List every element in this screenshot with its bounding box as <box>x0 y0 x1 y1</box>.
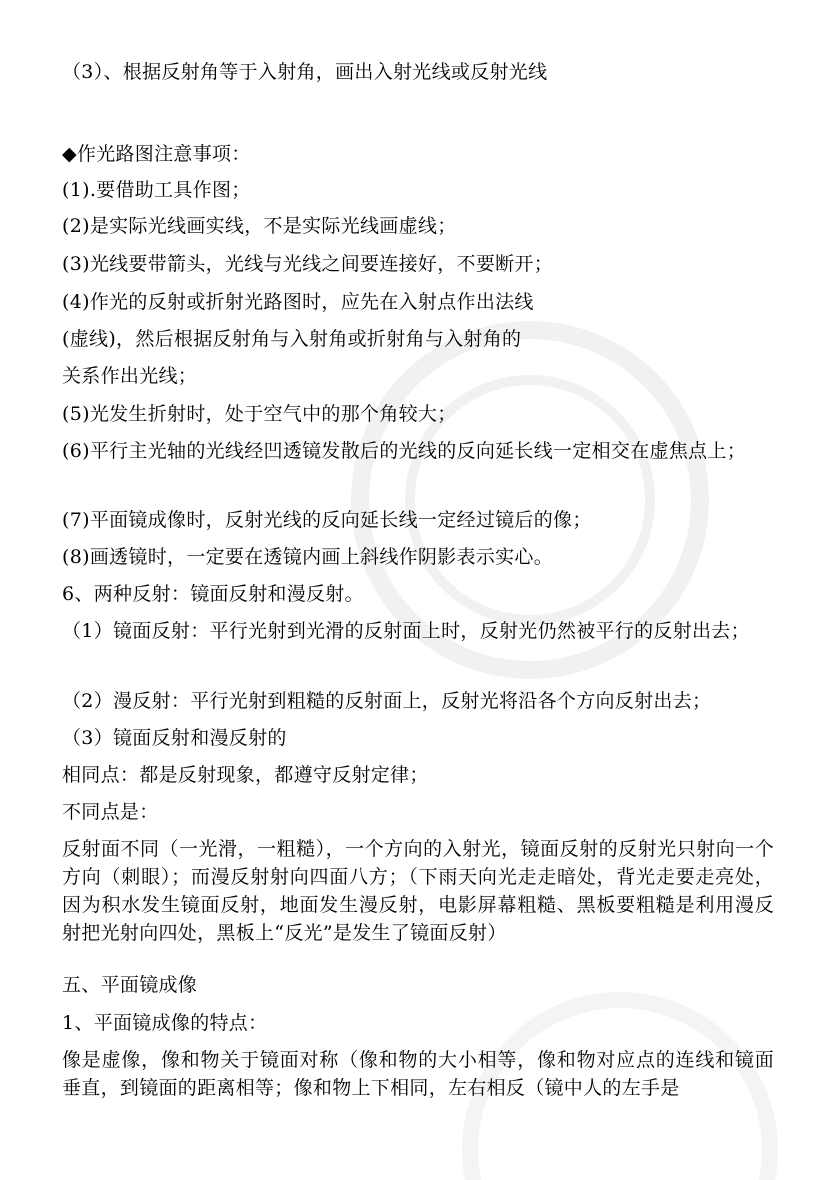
text-line: (8)画透镜时，一定要在透镜内画上斜线作阴影表示实心。 <box>62 546 554 568</box>
text-line: (2)是实际光线画实线，不是实际光线画虚线； <box>62 215 457 237</box>
text-line: (5)光发生折射时，处于空气中的那个角较大； <box>62 403 457 425</box>
text-paragraph: (6)平行主光轴的光线经凹透镜发散后的光线的反向延长线一定相交在虚焦点上； <box>62 440 747 462</box>
text-line: （3）、根据反射角等于入射角，画出入射光线或反射光线 <box>62 61 548 83</box>
text-paragraph: （1）镜面反射：平行光射到光滑的反射面上时，反射光仍然被平行的反射出去； <box>62 620 750 642</box>
section-heading: 6、两种反射：镜面反射和漫反射。 <box>62 583 364 605</box>
section-heading: 1、平面镜成像的特点： <box>62 1012 268 1034</box>
text-paragraph: 像是虚像，像和物关于镜面对称（像和物的大小相等，像和物对应点的连线和镜面垂直，到镜面的距离相等；像和物上下相同，左右相反（镜中人的左手是 <box>62 1049 774 1099</box>
text-line: (7)平面镜成像时，反射光线的反向延长线一定经过镜后的像； <box>62 509 592 531</box>
section-heading: ◆作光路图注意事项： <box>62 143 251 165</box>
text-line: (1).要借助工具作图； <box>62 179 251 201</box>
text-paragraph: 反射面不同（一光滑，一粗糙），一个方向的入射光，镜面反射的反射光只射向一个方向（刺眼）；而漫反射射向四面八方；（下雨天向光走走暗处，背光走要走亮处，因为积水发生镜面反射，地面发生漫反射，电影屏幕粗糙、黑板要粗糙是利用漫反射把光射向四处，黑板上“反光”是发生了镜面反射） <box>62 838 774 944</box>
text-line: 不同点是： <box>62 801 159 823</box>
section-heading: 五、平面镜成像 <box>62 974 198 996</box>
text-line: （3）镜面反射和漫反射的 <box>62 727 287 749</box>
text-line: (4)作光的反射或折射光路图时，应先在入射点作出法线 <box>62 291 534 313</box>
text-line: (3)光线要带箭头，光线与光线之间要连接好，不要断开； <box>62 253 554 275</box>
text-line: 相同点：都是反射现象，都遵守反射定律； <box>62 764 429 786</box>
text-line: (虚线)，然后根据反射角与入射角或折射角与入射角的 <box>62 328 522 350</box>
text-line: （2）漫反射：平行光射到粗糙的反射面上，反射光将沿各个方向反射出去； <box>62 690 712 712</box>
text-line: 关系作出光线； <box>62 365 198 387</box>
